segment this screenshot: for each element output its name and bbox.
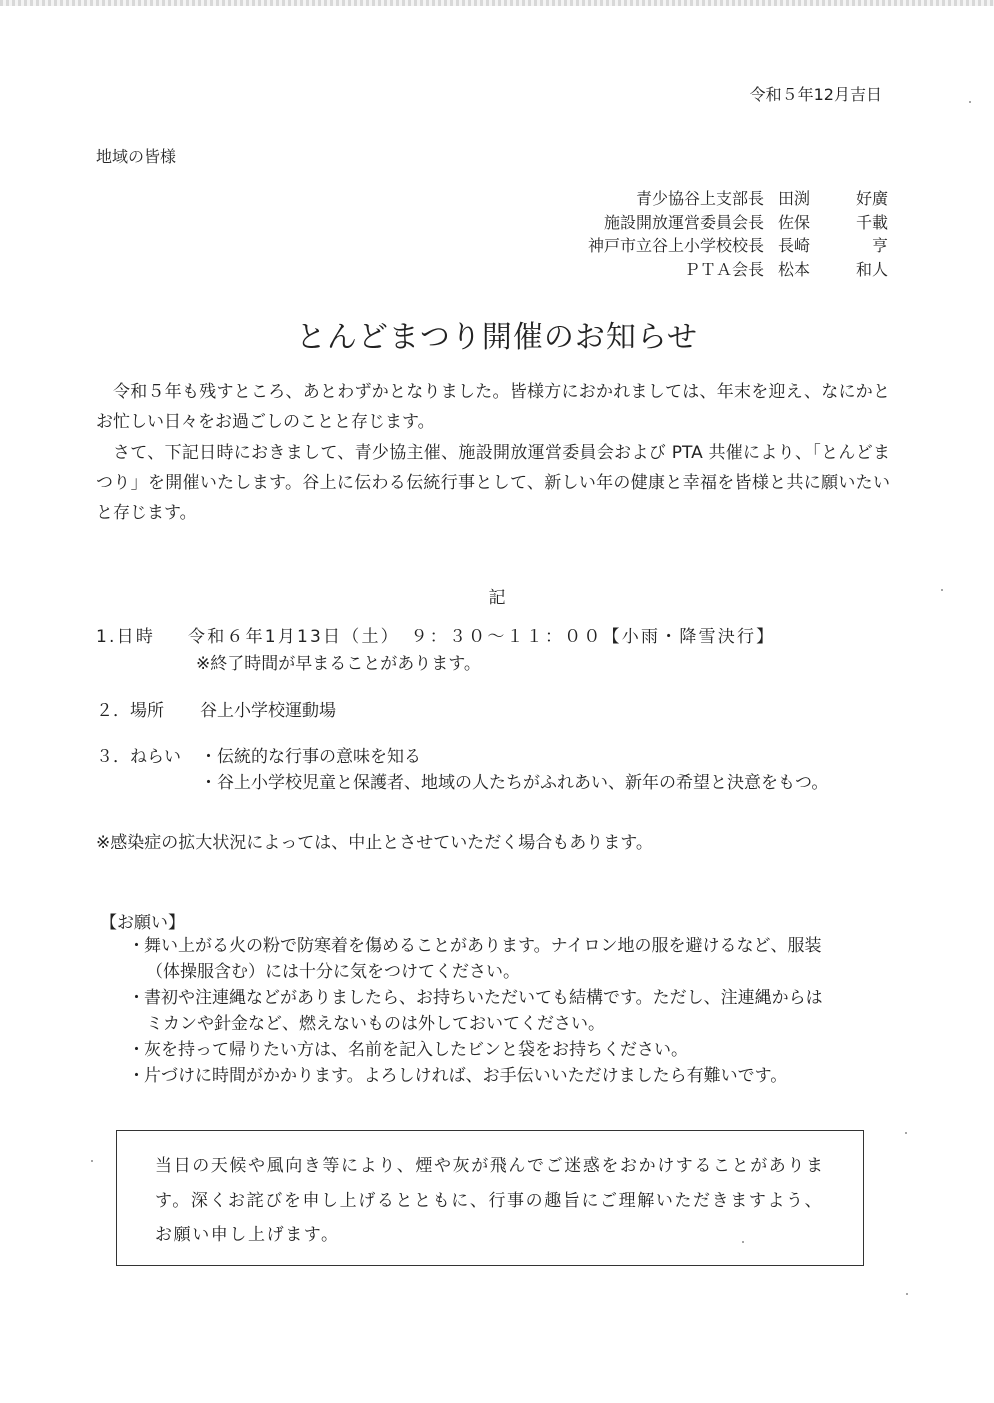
request-text: ミカンや針金など、燃えないものは外しておいてください。 [146,1013,605,1034]
place-value: 谷上小学校運動場 [200,701,336,721]
body-paragraph: 令和５年も残すところ、あとわずかとなりました。皆様方におかれましては、年末を迎え、なにかとお忙しい日々をお過ごしのことと存じます。 [96,382,890,433]
signer-list [560,186,888,280]
datetime-value: 令和６年1月13日（土） ９：３０〜１１：００【小雨・降雪決行】 [188,627,776,647]
signer-row [560,186,888,210]
signer-surname: 佐保 [778,212,811,232]
signer-row [560,233,888,257]
bullet-mark: ・ [128,988,145,1008]
notice-box [116,1130,864,1266]
datetime-label: 1.日時 [96,627,156,647]
addressee: 地域の皆様 [96,147,177,166]
scan-speck [91,1160,93,1162]
body-text [96,377,890,528]
ki-heading: 記 [488,588,506,608]
bullet-mark: ・ [128,936,145,956]
signer-name [778,233,888,256]
request-text: 書初や注連縄などがありましたら、お持ちいただいても結構です。ただし、注連縄からは [144,988,823,1008]
signer-surname: 長崎 [778,236,811,256]
signer-name [778,257,888,280]
bullet-mark: ・ [128,1040,145,1060]
signer-given-name: 亨 [871,236,888,256]
request-item [128,986,888,1037]
signer-given-name: 和人 [855,260,888,280]
request-text: 片づけに時間がかかります。よろしければ、お手伝いいただけましたら有難いです。 [144,1066,788,1086]
datetime-note: ※終了時間が早まることがあります。 [196,654,481,674]
signer-role: 施設開放運営委員会長 [603,212,764,232]
scan-speck [941,589,943,591]
scan-speck [742,1241,744,1243]
cancellation-note: ※感染症の拡大状況によっては、中止とさせていただく場合もあります。 [96,833,653,853]
signer-given-name: 千載 [855,212,888,232]
signer-row [560,210,888,234]
signer-role: 神戸市立谷上小学校校長 [587,236,764,256]
aim-item: ・伝統的な行事の意味を知る [200,747,421,767]
scan-speck [969,101,971,103]
scan-speck [905,1132,907,1134]
signer-surname: 田渕 [778,189,811,209]
signer-name [778,186,888,209]
requests-heading: 【お願い】 [100,913,185,933]
scan-top-edge [0,0,994,6]
place-label: ２．場所 [96,701,164,721]
aim-item: ・谷上小学校児童と保護者、地域の人たちがふれあい、新年の希望と決意をもつ。 [200,773,829,793]
signer-role: 青少協谷上支部長 [635,189,764,209]
aim-label: ３．ねらい [96,747,181,767]
request-text: 舞い上がる火の粉で防寒着を傷めることがあります。ナイロン地の服を避けるなど、服装 [144,936,822,956]
notice-box-text: 当日の天候や風向き等により、煙や灰が飛んでご迷惑をおかけすることがあります。深くお詫びを申し上げるとともに、行事の趣旨にご理解いただきますよう、お願い申し上げます。 [155,1156,825,1245]
request-text: 灰を持って帰りたい方は、名前を記入したビンと袋をお持ちください。 [144,1040,688,1060]
signer-role: ＰＴＡ会長 [683,260,764,280]
request-item [128,934,888,985]
body-paragraph: さて、下記日時におきまして、青少協主催、施設開放運営委員会および PTA 共催により、「とんどまつり」を開催いたします。谷上に伝わる伝統行事として、新しい年の健康と幸福を皆様と共に願いたいと存じます。 [96,442,890,524]
request-item [128,1064,888,1090]
scan-speck [906,1293,908,1295]
signer-row [560,257,888,281]
signer-name [778,210,888,233]
signer-given-name: 好廣 [855,189,888,209]
signer-surname: 松本 [778,260,811,280]
bullet-mark: ・ [128,1066,145,1086]
issue-date: 令和５年12月吉日 [749,85,882,104]
request-item [128,1038,888,1064]
page-title: とんどまつり開催のお知らせ [295,320,699,355]
request-text: （体操服含む）には十分に気をつけてください。 [146,961,520,982]
